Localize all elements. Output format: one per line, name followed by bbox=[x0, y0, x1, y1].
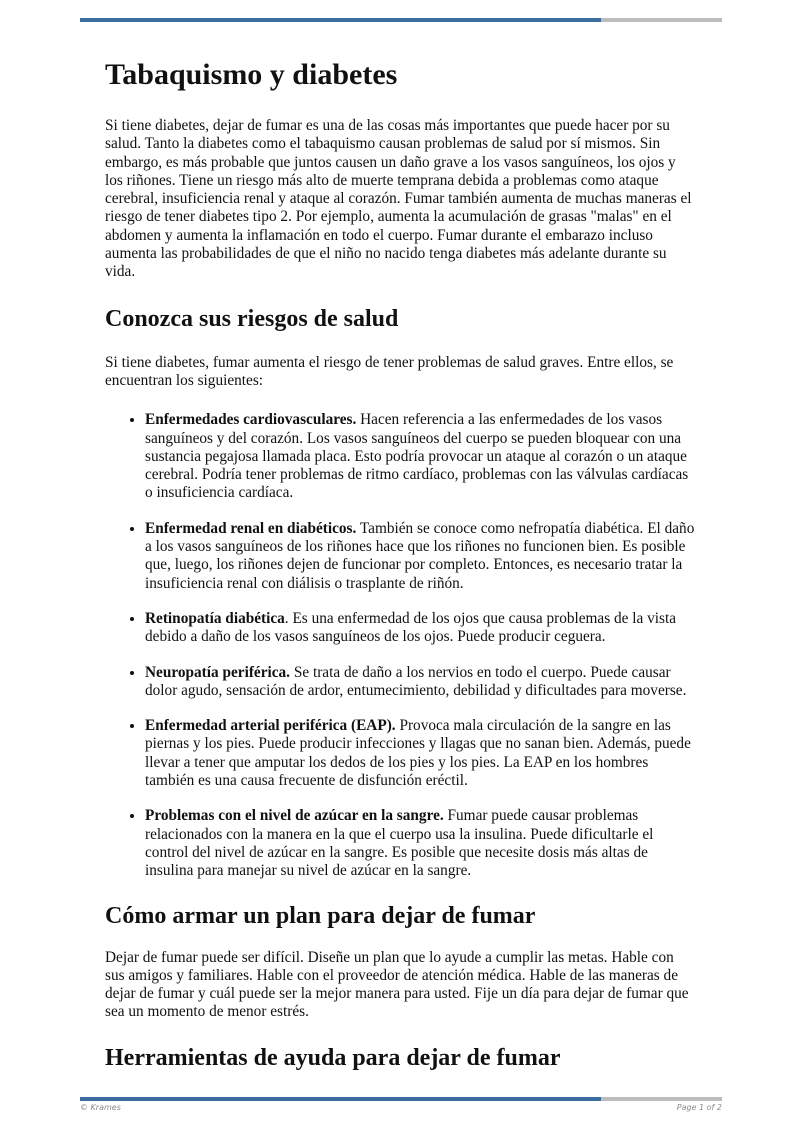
page-title: Tabaquismo y diabetes bbox=[105, 58, 398, 91]
footer-rule bbox=[80, 1097, 722, 1101]
header-rule-gray bbox=[601, 18, 722, 22]
list-item-text: . Es una enfermedad de los ojos que causa problemas de la vista debido a daño de los vasos sanguíneos de los ojos. Puede producir ceguera. bbox=[145, 609, 677, 646]
footer-copyright: © Krames bbox=[80, 1103, 121, 1112]
plan-paragraph: Dejar de fumar puede ser difícil. Diseñe un plan que lo ayude a cumplir las metas. Hable con sus amigos y familiares. Hable con el proveedor de atención médica. Hable de las maneras de dejar de fumar y cuál puede ser la mejor manera para usted. Fije un día para dejar de fumar que sea un momento de menor estrés. bbox=[105, 948, 689, 1021]
list-item-text: Fumar puede causar problemas relacionados con la manera en la que el cuerpo usa la insulina. Puede dificultarle el control del nivel de azúcar en la sangre. Es posible que necesite dosis más altas de insulina para manejar su nivel de azúcar en la sangre. bbox=[145, 807, 654, 880]
list-item bbox=[145, 664, 697, 701]
footer-rule-accent bbox=[80, 1097, 601, 1101]
list-item bbox=[145, 610, 697, 647]
list-item-text: Hacen referencia a las enfermedades de los vasos sanguíneos y del corazón. Los vasos sanguíneos del cuerpo se pueden bloquear con una sustancia pegajosa llamada placa. Esto podría provocar un ataque al corazón o un ataque cerebral. Podría tener problemas de ritmo cardíaco, problemas con las válvulas cardíacas o insuficiencia cardíaca. bbox=[145, 411, 689, 502]
heading-plan: Cómo armar un plan para dejar de fumar bbox=[105, 902, 536, 929]
list-item bbox=[145, 717, 697, 790]
list-item-text: También se conoce como nefropatía diabética. El daño a los vasos sanguíneos de los riñones hace que los riñones no funcionen bien. Es posible que, luego, los riñones dejen de funcionar por completo. Entonces, es necesario tratar la insuficiencia renal con diálisis o trasplante de riñón. bbox=[145, 519, 695, 592]
list-item-term: Enfermedad renal en diabéticos. bbox=[145, 519, 357, 537]
list-item-term: Retinopatía diabética bbox=[145, 609, 285, 627]
list-item-text: Se trata de daño a los nervios en todo el cuerpo. Puede causar dolor agudo, sensación de ardor, entumecimiento, debilidad y dificultades para moverse. bbox=[145, 663, 687, 699]
risk-list bbox=[105, 411, 697, 880]
list-item bbox=[145, 520, 697, 593]
footer-rule-gray bbox=[601, 1097, 722, 1101]
document-body bbox=[105, 55, 697, 1073]
list-item-term: Enfermedades cardiovasculares. bbox=[145, 411, 357, 429]
list-item bbox=[145, 411, 697, 502]
heading-riesgos: Conozca sus riesgos de salud bbox=[105, 305, 399, 332]
heading-herramientas: Herramientas de ayuda para dejar de fumar bbox=[105, 1044, 561, 1071]
list-item-term: Enfermedad arterial periférica (EAP). bbox=[145, 717, 396, 735]
list-item-term: Neuropatía periférica. bbox=[145, 663, 290, 681]
list-item-text: Provoca mala circulación de la sangre en las piernas y los pies. Puede producir infecciones y llagas que no sanan bien. Además, puede llevar a tener que amputar los dedos de los pies y los pies. La EAP en los hombres también es una causa frecuente de disfunción eréctil. bbox=[145, 717, 691, 790]
riesgos-intro-paragraph: Si tiene diabetes, fumar aumenta el riesgo de tener problemas de salud graves. Entre ellos, se encuentran los siguientes: bbox=[105, 353, 674, 389]
footer-page-number: Page 1 of 2 bbox=[676, 1103, 722, 1112]
list-item-term: Problemas con el nivel de azúcar en la sangre. bbox=[145, 807, 444, 825]
list-item bbox=[145, 807, 697, 880]
intro-paragraph: Si tiene diabetes, dejar de fumar es una de las cosas más importantes que puede hacer por su salud. Tanto la diabetes como el tabaquismo causan problemas de salud por sí mismos. Sin embargo, es más probable que juntos causen un daño grave a los vasos sanguíneos, los ojos y los riñones. Tiene un riesgo más alto de muerte temprana debida a problemas como ataque cerebral, insuficiencia renal y ataque al corazón. Fumar también aumenta de muchas maneras el riesgo de tener diabetes tipo 2. Por ejemplo, aumenta la acumulación de grasas "malas" en el abdomen y aumenta la inflamación en todo el cuerpo. Fumar durante el embarazo incluso aumenta las probabilidades de que el niño no nacido tenga diabetes más adelante durante su vida. bbox=[105, 117, 692, 281]
header-rule-accent bbox=[80, 18, 601, 22]
header-rule bbox=[80, 18, 722, 22]
